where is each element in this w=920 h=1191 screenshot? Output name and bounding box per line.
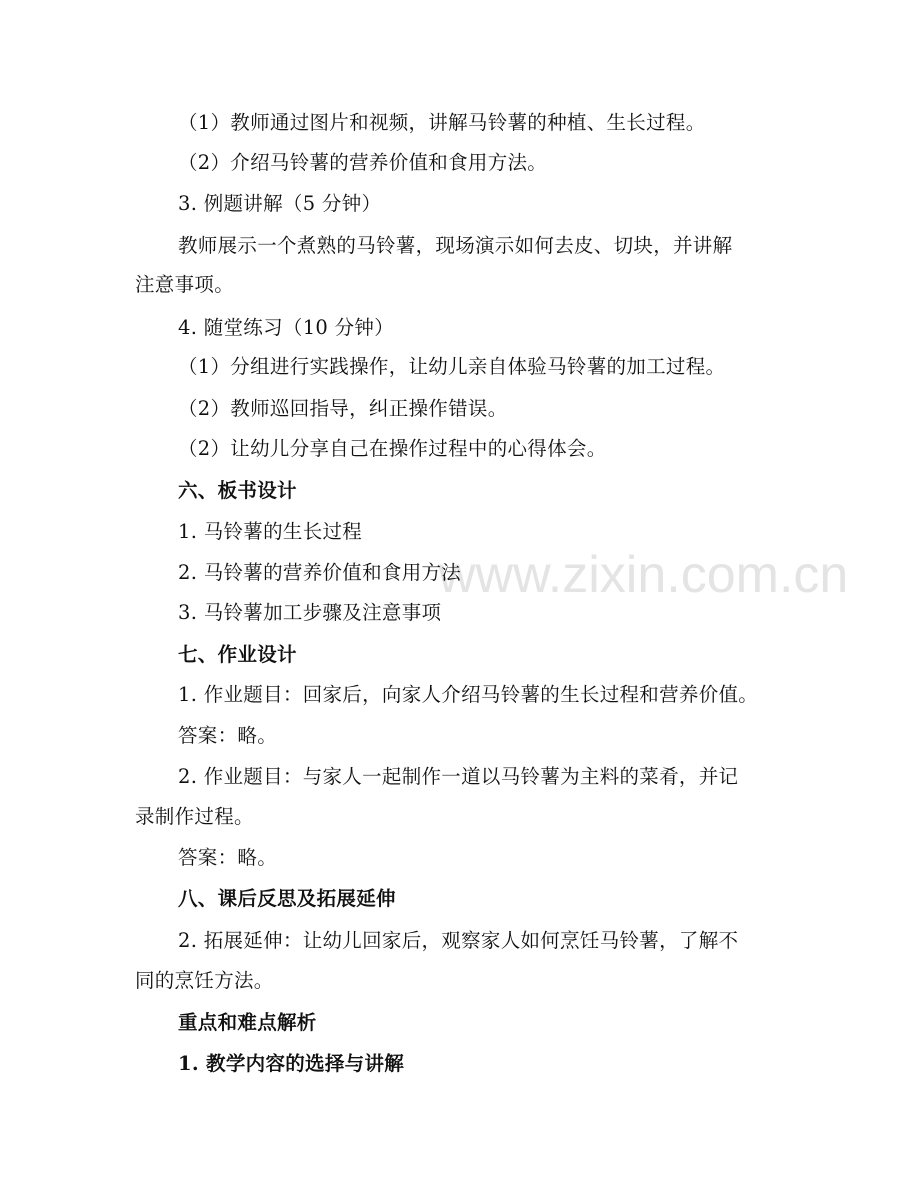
text-line: 注意事项。 [135,273,235,296]
section-heading: 七、作业设计 [178,643,297,666]
section-heading: 重点和难点解析 [178,1011,317,1034]
text-line: 答案：略。 [178,846,278,869]
text-line: 2. 拓展延伸：让幼儿回家后，观察家人如何烹饪马铃薯，了解不 [178,929,739,952]
text-line: 录制作过程。 [135,805,254,828]
list-item: 3. 马铃薯加工步骤及注意事项 [178,601,442,624]
text-line: 答案：略。 [178,724,278,747]
list-item: 2. 马铃薯的营养价值和食用方法 [178,561,462,584]
text-line: （2）让幼儿分享自己在操作过程中的心得体会。 [178,437,607,460]
text-line: （2）教师巡回指导，纠正操作错误。 [178,397,508,420]
text-line: 同的烹饪方法。 [135,969,274,992]
list-item: 1. 马铃薯的生长过程 [178,520,363,543]
text-line: 1. 作业题目：回家后，向家人介绍马铃薯的生长过程和营养价值。 [178,683,759,706]
text-line: 4. 随堂练习（10 分钟） [178,316,395,339]
text-line: （1）教师通过图片和视频，讲解马铃薯的种植、生长过程。 [178,111,706,134]
text-line: 3. 例题讲解（5 分钟） [178,192,382,215]
watermark: www.zixin.com.cn [438,546,849,604]
section-heading: 六、板书设计 [178,479,297,502]
section-heading: 八、课后反思及拓展延伸 [178,887,396,910]
text-line: 2. 作业题目：与家人一起制作一道以马铃薯为主料的菜肴，并记 [178,765,739,788]
text-line: 教师展示一个煮熟的马铃薯，现场演示如何去皮、切块，并讲解 [178,234,733,257]
text-line: （2）介绍马铃薯的营养价值和食用方法。 [178,151,548,174]
section-heading: 1. 教学内容的选择与讲解 [178,1052,405,1075]
text-line: （1）分组进行实践操作，让幼儿亲自体验马铃薯的加工过程。 [178,355,726,378]
